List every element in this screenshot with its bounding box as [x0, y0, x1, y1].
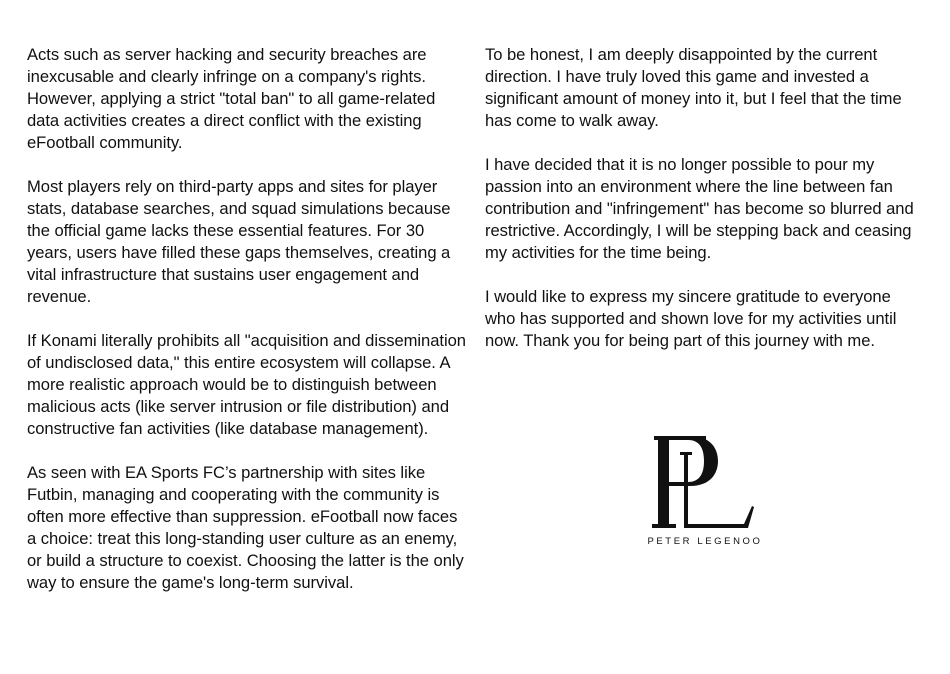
right-text-column — [485, 44, 925, 374]
paragraph: I have decided that it is no longer possible to pour my passion into an environment where the line between fan contribution and "infringement" has become so blurred and restrictive. Accordingly, I will be stepping back and ceasing my activities for the time being. — [485, 155, 914, 262]
paragraph: As seen with EA Sports FC’s partnership with sites like Futbin, managing and cooperating with the community is often more effective than suppression. eFootball now faces a choice: treat this long-standing user culture as an enemy, or build a structure to coexist. Choosing the latter is the only way to ensure the game's long-term survival. — [27, 463, 464, 592]
left-text-column — [27, 44, 467, 616]
paragraph: Acts such as server hacking and security breaches are inexcusable and clearly infringe on a company's rights. However, applying a strict "total ban" to all game-related data activities creates a direct conflict with the existing eFootball community. — [27, 45, 436, 152]
logo-caption: PETER LEGENOO — [647, 536, 763, 547]
peter-legenoo-logo — [640, 432, 770, 552]
pl-monogram-icon — [640, 432, 770, 532]
paragraph: If Konami literally prohibits all "acquisition and dissemination of undisclosed data," this entire ecosystem will collapse. A more realistic approach would be to distinguish between malicious acts (like server intrusion or file distribution) and constructive fan activities (like database management). — [27, 331, 466, 438]
paragraph: To be honest, I am deeply disappointed by the current direction. I have truly loved this game and invested a significant amount of money into it, but I feel that the time has come to walk away. — [485, 45, 902, 130]
paragraph: I would like to express my sincere gratitude to everyone who has supported and shown love for my activities until now. Thank you for being part of this journey with me. — [485, 287, 897, 350]
paragraph: Most players rely on third-party apps and sites for player stats, database searches, and squad simulations because the official game lacks these essential features. For 30 years, users have filled these gaps themselves, creating a vital infrastructure that sustains user engagement and revenue. — [27, 177, 451, 306]
